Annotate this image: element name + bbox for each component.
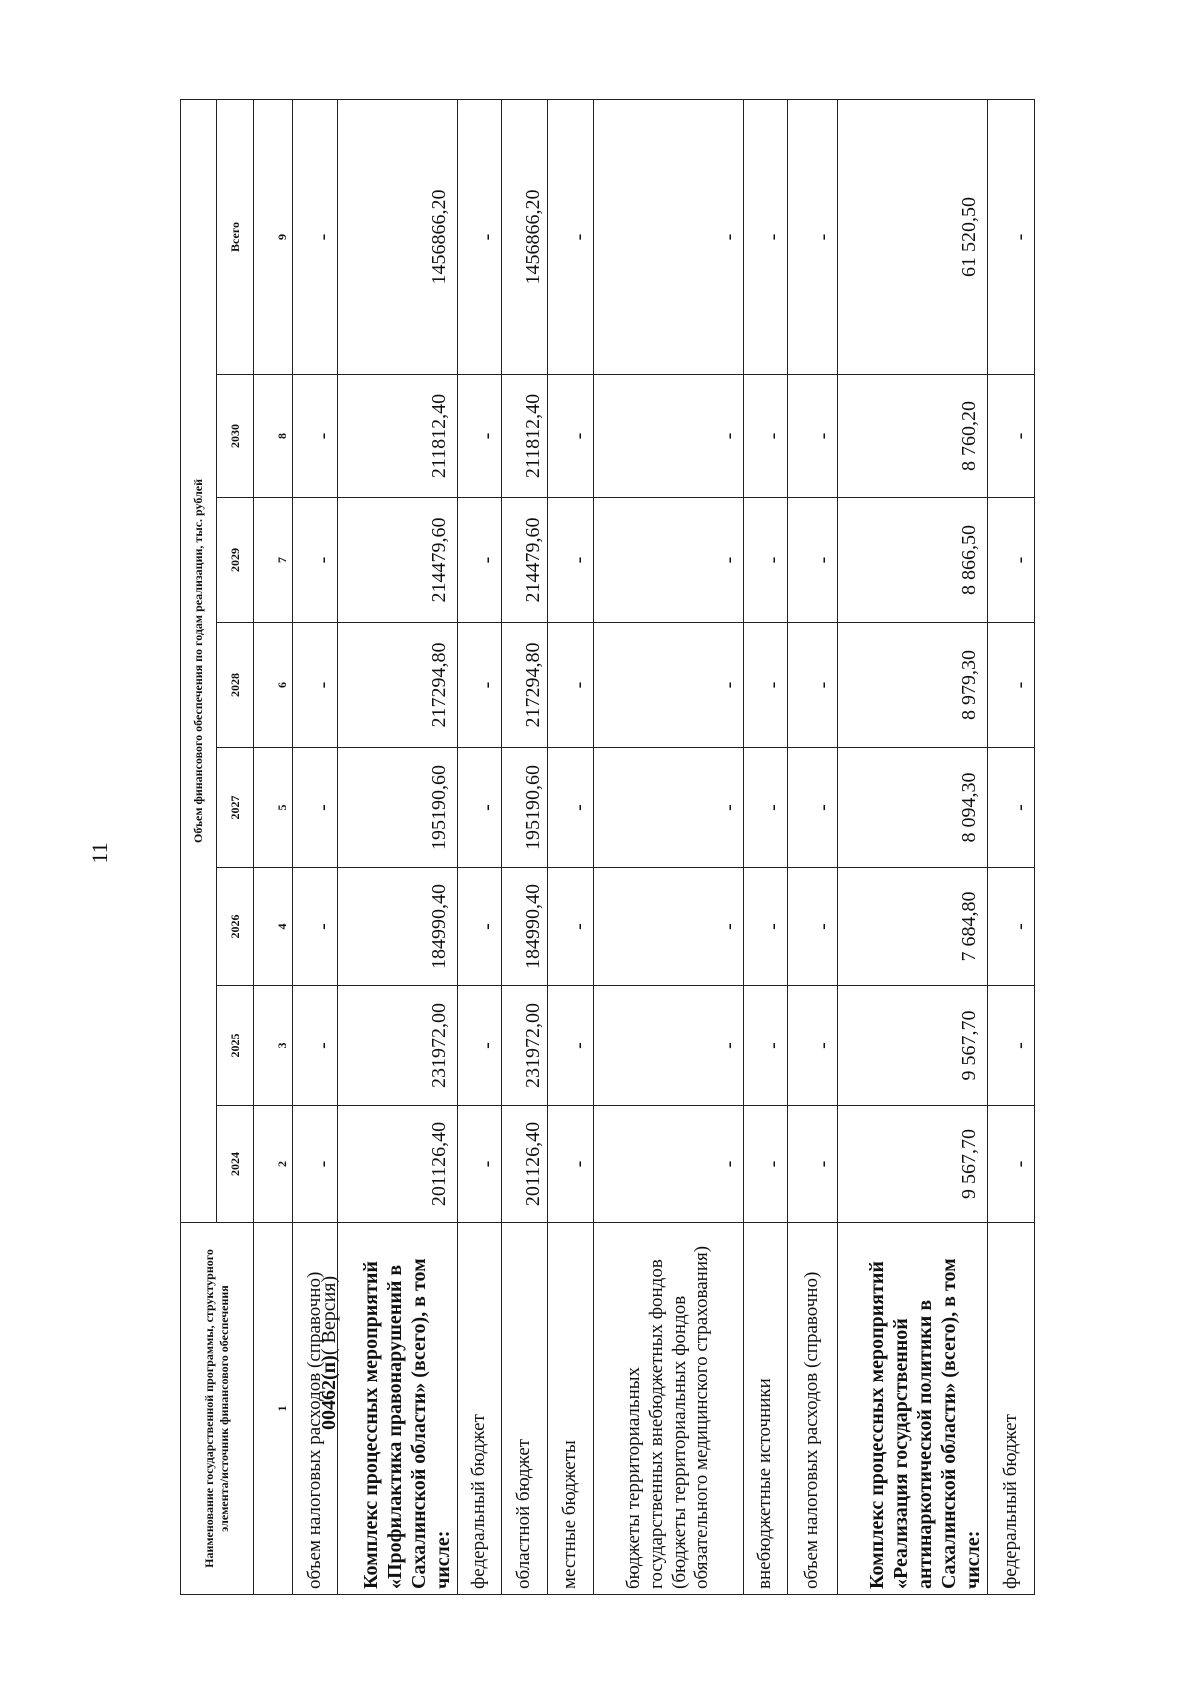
table-row	[988, 99, 1035, 1594]
value-cell: -	[548, 748, 594, 868]
value-cell: 195190,60	[502, 748, 548, 868]
row-label: местные бюджеты	[548, 1223, 594, 1595]
value-cell: -	[788, 623, 838, 748]
value-cell: 1456866,20	[502, 99, 548, 374]
row-label: федеральный бюджет	[458, 1223, 502, 1595]
value-cell: -	[548, 375, 594, 498]
value-cell: -	[548, 986, 594, 1106]
value-cell: -	[988, 1106, 1035, 1223]
column-number: 5	[254, 748, 293, 868]
value-cell: -	[458, 986, 502, 1106]
value-cell: -	[293, 375, 338, 498]
financing-table	[180, 99, 1035, 1595]
value-cell: -	[293, 99, 338, 374]
header-year: 2029	[217, 498, 254, 623]
value-cell: -	[594, 99, 744, 374]
row-label: федеральный бюджет	[988, 1223, 1035, 1595]
value-cell: -	[988, 868, 1035, 986]
column-number-row	[254, 99, 293, 1594]
column-number: 3	[254, 986, 293, 1106]
column-number: 4	[254, 868, 293, 986]
header-year: 2027	[217, 748, 254, 868]
value-cell: -	[293, 868, 338, 986]
table-row	[502, 99, 548, 1594]
value-cell: 184990,40	[338, 868, 458, 986]
value-cell: -	[988, 748, 1035, 868]
value-cell: 1456866,20	[338, 99, 458, 374]
value-cell: -	[293, 1106, 338, 1223]
header-name: Наименование государственной программы, структурного элемента/источник финансового обеспечения	[181, 1223, 254, 1595]
value-cell: -	[744, 868, 788, 986]
value-cell: 8 979,30	[838, 623, 988, 748]
value-cell: 9 567,70	[838, 986, 988, 1106]
column-number: 8	[254, 375, 293, 498]
table-row	[458, 99, 502, 1594]
value-cell: -	[988, 623, 1035, 748]
value-cell: -	[988, 498, 1035, 623]
value-cell: -	[293, 986, 338, 1106]
value-cell: -	[293, 623, 338, 748]
header-group: Объем финансового обеспечения по годам реализации, тыс. рублей	[181, 99, 217, 1222]
value-cell: -	[594, 748, 744, 868]
value-cell: -	[458, 623, 502, 748]
value-cell: 201126,40	[338, 1106, 458, 1223]
column-number: 7	[254, 498, 293, 623]
table-row	[744, 99, 788, 1594]
value-cell: -	[788, 375, 838, 498]
value-cell: 211812,40	[502, 375, 548, 498]
value-cell: -	[788, 498, 838, 623]
value-cell: -	[988, 375, 1035, 498]
row-label: Комплекс процессных мероприятий «Профилактика правонарушений в Сахалинской области» (всего), в том числе:	[338, 1223, 458, 1595]
header-year: Всего	[217, 99, 254, 374]
value-cell: -	[458, 748, 502, 868]
value-cell: 214479,60	[338, 498, 458, 623]
value-cell: -	[988, 986, 1035, 1106]
value-cell: -	[788, 1106, 838, 1223]
value-cell: -	[744, 498, 788, 623]
value-cell: -	[548, 868, 594, 986]
value-cell: -	[988, 99, 1035, 374]
value-cell: 217294,80	[338, 623, 458, 748]
value-cell: -	[594, 375, 744, 498]
value-cell: 231972,00	[502, 986, 548, 1106]
value-cell: -	[458, 868, 502, 986]
value-cell: 8 094,30	[838, 748, 988, 868]
value-cell: -	[548, 623, 594, 748]
value-cell: 214479,60	[502, 498, 548, 623]
value-cell: -	[594, 623, 744, 748]
value-cell: -	[548, 99, 594, 374]
value-cell: -	[293, 498, 338, 623]
value-cell: 9 567,70	[838, 1106, 988, 1223]
value-cell: -	[744, 986, 788, 1106]
page-number: 11	[87, 842, 112, 864]
column-number: 6	[254, 623, 293, 748]
value-cell: -	[788, 868, 838, 986]
value-cell: -	[458, 498, 502, 623]
table-row	[548, 99, 594, 1594]
column-number: 2	[254, 1106, 293, 1223]
value-cell: 211812,40	[338, 375, 458, 498]
value-cell: -	[788, 748, 838, 868]
value-cell: 8 760,20	[838, 375, 988, 498]
value-cell: -	[744, 623, 788, 748]
header-year: 2028	[217, 623, 254, 748]
value-cell: -	[548, 498, 594, 623]
value-cell: 231972,00	[338, 986, 458, 1106]
value-cell: -	[548, 1106, 594, 1223]
value-cell: 201126,40	[502, 1106, 548, 1223]
row-label: объем налоговых расходов (справочно)	[293, 1223, 338, 1595]
row-label: областной бюджет	[502, 1223, 548, 1595]
table-row	[788, 99, 838, 1594]
value-cell: 7 684,80	[838, 868, 988, 986]
value-cell: -	[594, 498, 744, 623]
value-cell: -	[744, 99, 788, 374]
value-cell: 195190,60	[338, 748, 458, 868]
value-cell: -	[458, 1106, 502, 1223]
value-cell: -	[788, 986, 838, 1106]
table-row	[838, 99, 988, 1594]
value-cell: 61 520,50	[838, 99, 988, 374]
value-cell: -	[594, 868, 744, 986]
column-number: 9	[254, 99, 293, 374]
row-label: бюджеты территориальных государственных внебюджетных фондов (бюджеты территориальных фондов обязательного медицинского страхования)	[594, 1223, 744, 1595]
value-cell: 217294,80	[502, 623, 548, 748]
column-number: 1	[254, 1223, 293, 1595]
table-row	[594, 99, 744, 1594]
value-cell: -	[594, 1106, 744, 1223]
value-cell: -	[744, 1106, 788, 1223]
header-year: 2026	[217, 868, 254, 986]
row-label: внебюджетные источники	[744, 1223, 788, 1595]
header-year: 2025	[217, 986, 254, 1106]
value-cell: -	[594, 986, 744, 1106]
row-label: Комплекс процессных мероприятий «Реализация государственной антинаркотической политики в Сахалинской области» (всего), в том числе:	[838, 1223, 988, 1595]
value-cell: 184990,40	[502, 868, 548, 986]
row-label: объем налоговых расходов (справочно)	[788, 1223, 838, 1595]
value-cell: -	[744, 748, 788, 868]
table-row	[338, 99, 458, 1594]
header-year: 2024	[217, 1106, 254, 1223]
document-code: 00462(п)( Версия)	[318, 1275, 340, 1430]
value-cell: -	[458, 375, 502, 498]
value-cell: -	[293, 748, 338, 868]
value-cell: -	[744, 375, 788, 498]
value-cell: 8 866,50	[838, 498, 988, 623]
value-cell: -	[458, 99, 502, 374]
header-year: 2030	[217, 375, 254, 498]
value-cell: -	[788, 99, 838, 374]
